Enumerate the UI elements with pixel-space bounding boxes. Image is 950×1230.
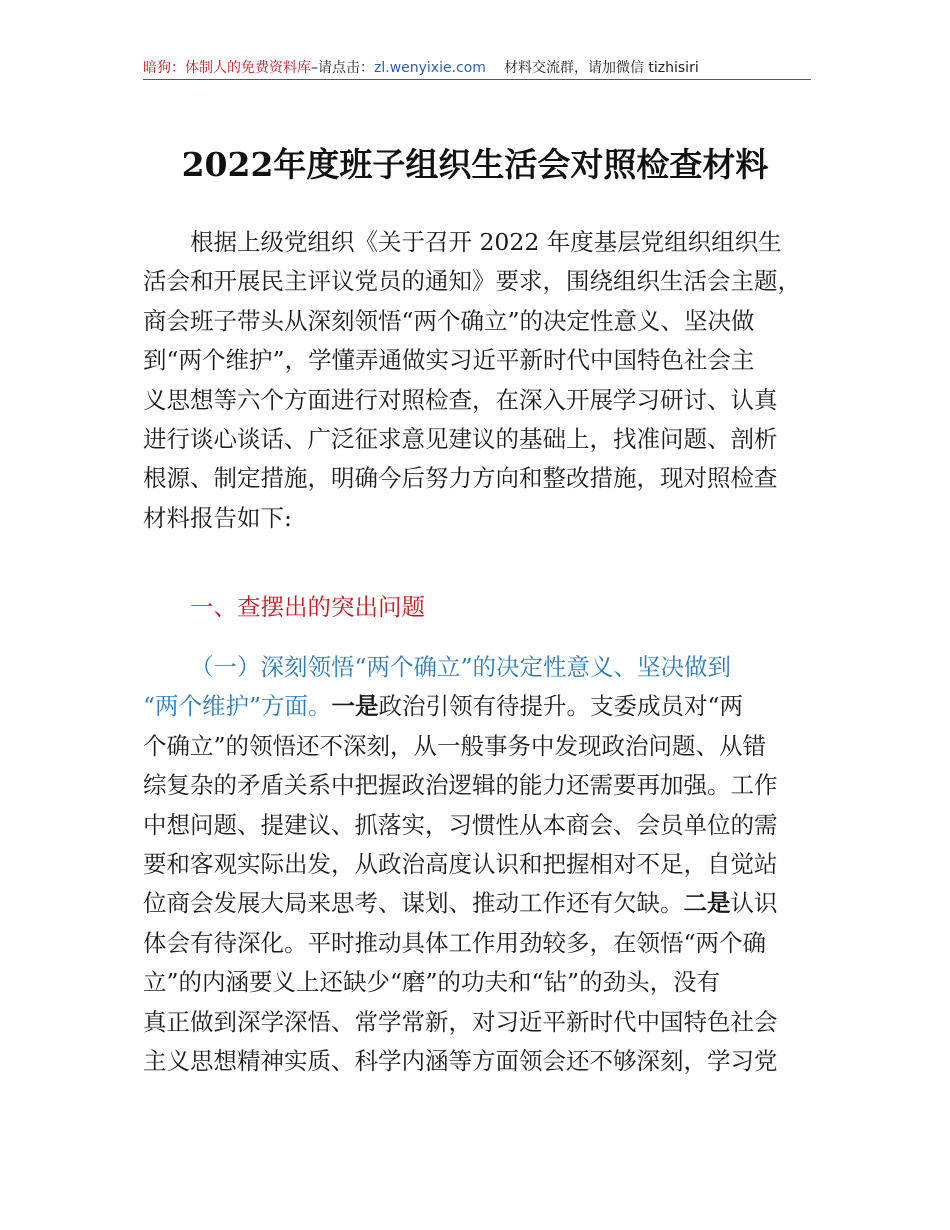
paragraph-text: 认识 <box>730 889 778 918</box>
paragraph-line: 中想问题、提建议、抓落实，习惯性从本商会、会员单位的需 <box>143 810 778 839</box>
intro-line: 进行谈心谈话、广泛征求意见建议的基础上，找准问题、剖析 <box>143 425 778 454</box>
point-marker-one: 一是 <box>331 692 379 721</box>
site-url-link[interactable]: zl.wenyixie.com <box>374 60 486 76</box>
paragraph-line: 立”的内涵要义上还缺少“磨”的功夫和“钻”的劲头，没有 <box>143 968 721 997</box>
subsection-heading-end: “两个维护”方面。 <box>143 692 332 721</box>
paragraph-text: 政治引领有待提升。支委成员对“两 <box>378 692 744 721</box>
subsection-paragraph <box>143 648 823 1081</box>
intro-line: 材料报告如下: <box>143 503 292 532</box>
paragraph-text: 位商会发展大局来思考、谋划、推动工作还有欠缺。 <box>143 889 684 918</box>
paragraph-line: 要和客观实际出发，从政治高度认识和把握相对不足，自觉站 <box>143 850 778 879</box>
paragraph-line: 真正做到深学深悟、常学常新，对习近平新时代中国特色社会 <box>143 1007 778 1036</box>
site-name: 暗狗：体制人的免费资料库 <box>143 60 311 76</box>
intro-line: 活会和开展民主评议党员的通知》要求，围绕组织生活会主题， <box>143 267 801 296</box>
document-title: 2022年度班子组织生活会对照检查材料 <box>181 145 769 184</box>
point-marker-two: 二是 <box>683 889 731 918</box>
intro-line: 根源、制定措施，明确今后努力方向和整改措施，现对照检查 <box>143 464 778 493</box>
wechat-note: 材料交流群，请加微信 tizhisiri <box>503 60 699 76</box>
intro-line: 到“两个维护”，学懂弄通做实习近平新时代中国特色社会主 <box>143 346 755 375</box>
intro-line: 根据上级党组织《关于召开 2022 年度基层党组织组织生 <box>190 228 782 256</box>
paragraph-line: 综复杂的矛盾关系中把握政治逻辑的能力还需要再加强。工作 <box>143 771 778 800</box>
paragraph-line: 体会有待深化。平时推动具体工作用劲较多，在领悟“两个确 <box>143 928 767 957</box>
paragraph-line: 主义思想精神实质、科学内涵等方面领会还不够深刻，学习党 <box>143 1047 778 1076</box>
intro-line: 商会班子带头从深刻领悟“两个确立”的决定性意义、坚决做 <box>143 306 755 335</box>
click-prompt: –请点击： <box>311 60 374 76</box>
subsection-heading: （一）深刻领悟“两个确立”的决定性意义、坚决做到 <box>190 653 732 681</box>
section-heading-problems: 一、查摆出的突出问题 <box>190 593 425 621</box>
paragraph-line: 个确立”的领悟还不深刻，从一般事务中发现政治问题、从错 <box>143 731 767 760</box>
intro-paragraph <box>143 223 823 538</box>
intro-line: 义思想等六个方面进行对照检查，在深入开展学习研讨、认真 <box>143 385 778 414</box>
page-header <box>143 58 811 78</box>
header-divider <box>143 79 811 80</box>
